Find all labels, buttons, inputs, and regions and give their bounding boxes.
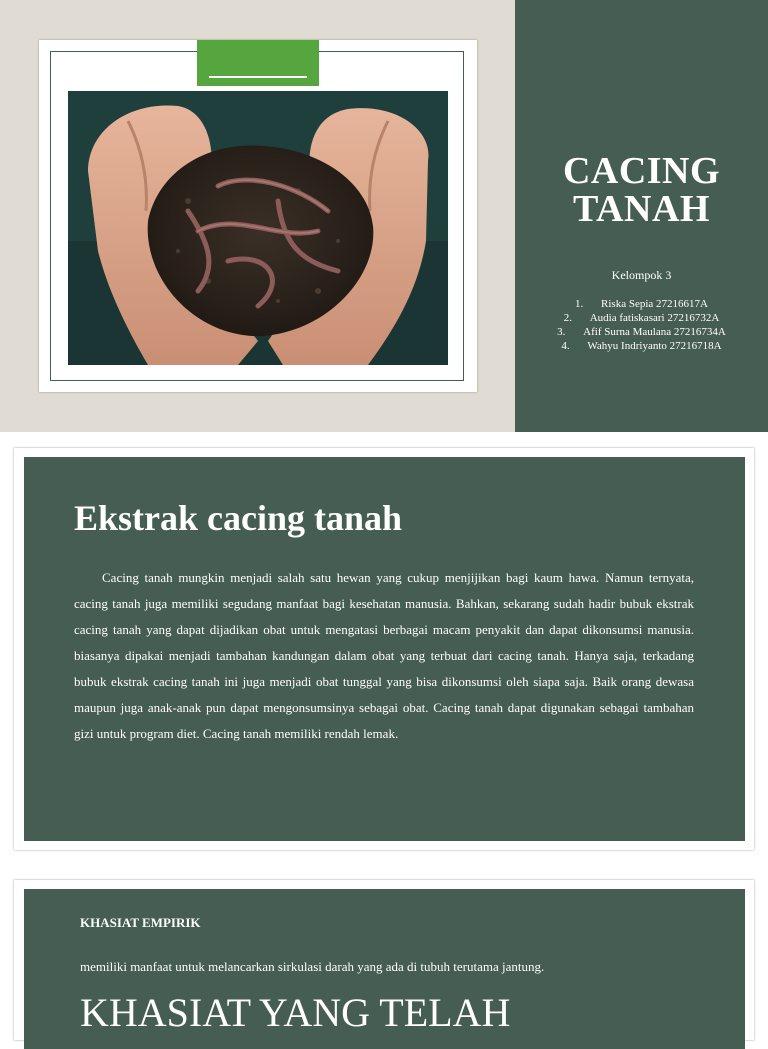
photo-frame bbox=[39, 40, 477, 392]
presentation-title bbox=[515, 152, 768, 228]
member-name: Afif Surna Maulana 27216734A bbox=[583, 326, 726, 338]
empirical-heading: KHASIAT EMPIRIK bbox=[80, 915, 201, 930]
member-name: Riska Sepia 27216617A bbox=[601, 298, 708, 310]
title-panel bbox=[515, 0, 768, 432]
member-item bbox=[515, 325, 768, 339]
empirical-text: memiliki manfaat untuk melancarkan sirkulasi darah yang ada di tubuh terutama jantung. bbox=[80, 959, 545, 974]
member-number: 3. bbox=[557, 326, 566, 338]
title-text: CACING TANAH bbox=[562, 150, 721, 230]
member-number: 1. bbox=[575, 298, 584, 310]
tab-line bbox=[209, 76, 307, 78]
benefits-panel bbox=[24, 889, 745, 1049]
slide-extract bbox=[14, 448, 754, 850]
member-item bbox=[515, 297, 768, 311]
member-list bbox=[515, 297, 768, 353]
member-name: Wahyu Indriyanto 27216718A bbox=[587, 340, 722, 352]
earthworm-photo bbox=[68, 91, 448, 365]
member-number: 4. bbox=[561, 340, 570, 352]
slide-title bbox=[0, 0, 768, 432]
proven-heading: KHASIAT YANG TELAH bbox=[80, 990, 511, 1035]
member-item bbox=[515, 311, 768, 325]
green-tab bbox=[197, 40, 319, 86]
member-name: Audia fatiskasari 27216732A bbox=[589, 312, 720, 324]
slide-benefits bbox=[14, 880, 754, 1040]
member-number: 2. bbox=[563, 312, 572, 324]
group-name: Kelompok 3 bbox=[611, 268, 672, 282]
extract-heading: Ekstrak cacing tanah bbox=[74, 498, 403, 538]
extract-panel bbox=[24, 457, 745, 841]
extract-body: Cacing tanah mungkin menjadi salah satu hewan yang cukup menjijikan bagi kaum hawa. Namun ternyata, cacing tanah juga memiliki segudang manfaat bagi kesehatan manusia. Bahkan, sekarang sudah hadir bubuk ekstrak cacing tanah yang dapat dijadikan obat untuk mengatasi berbagai macam penyakit dan dapat dikonsumsi manusia. biasanya dipakai menjadi tambahan kandungan dalam obat yang terbuat dari cacing tanah. Hanya saja, terkadang bubuk ekstrak cacing tanah ini juga menjadi obat tunggal yang bisa dikonsumsi oleh siapa saja. Baik orang dewasa maupun juga anak-anak pun dapat mengonsumsinya sebagai obat. Cacing tanah dapat digunakan sebagai tambahan gizi untuk program diet. Cacing tanah memiliki rendah lemak. bbox=[74, 570, 694, 741]
member-item bbox=[515, 339, 768, 353]
